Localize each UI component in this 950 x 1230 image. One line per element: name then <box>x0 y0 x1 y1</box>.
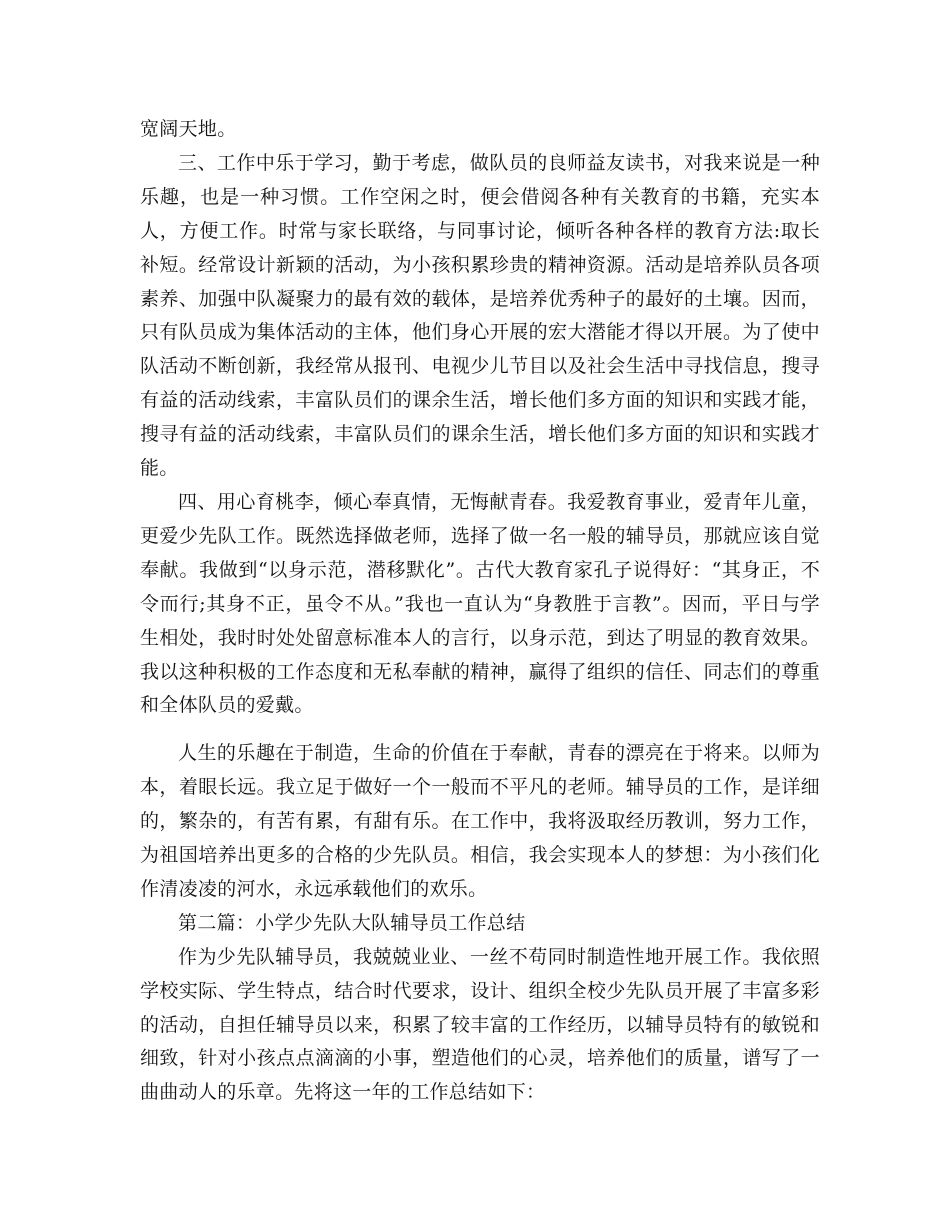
paragraph-continuation: 宽阔天地。 <box>140 118 237 140</box>
document-body <box>140 113 820 1110</box>
paragraph-section-three: 三、工作中乐于学习，勤于考虑，做队员的良师益友读书，对我来说是一种乐趣，也是一种习惯。工作空闲之时，便会借阅各种有关教育的书籍，充实本人，方便工作。时常与家长联络，与同事讨论，倾听各种各样的教育方法:取长补短。经常设计新颖的活动，为小孩积累珍贵的精神资源。活动是培养队员各项素养、加强中队凝聚力的最有效的载体，是培养优秀种子的最好的土壤。因而，只有队员成为集体活动的主体，他们身心开展的宏大潜能才得以开展。为了使中队活动不断创新，我经常从报刊、电视少儿节目以及社会生活中寻找信息，搜寻有益的活动线索，丰富队员们的课余生活，增长他们多方面的知识和实践才能，搜寻有益的活动线索，丰富队员们的课余生活，增长他们多方面的知识和实践才能。 <box>140 151 820 480</box>
part-two-heading: 第二篇：小学少先队大队辅导员工作总结 <box>178 911 526 934</box>
paragraph-closing: 人生的乐趣在于制造，生命的价值在于奉献，青春的漂亮在于将来。以师为本，着眼长远。我立足于做好一个一般而不平凡的老师。辅导员的工作，是详细的，繁杂的，有苦有累，有甜有乐。在工作中，我将汲取经历教训，努力工作，为祖国培养出更多的合格的少先队员。相信，我会实现本人的梦想：为小孩们化作清凌凌的河水，永远承载他们的欢乐。 <box>140 742 820 900</box>
paragraph-section-four: 四、用心育桃李，倾心奉真情，无悔献青春。我爱教育事业，爱青年儿童，更爱少先队工作。既然选择做老师，选择了做一名一般的辅导员，那就应该自觉奉献。我做到“以身示范，潜移默化”。古代大教育家孔子说得好：“其身正，不令而行;其身不正，虽令不从。”我也一直认为“身教胜于言教”。因而，平日与学生相处，我时时处处留意标准本人的言行，以身示范，到达了明显的教育效果。我以这种积极的工作态度和无私奉献的精神，赢得了组织的信任、同志们的尊重和全体队员的爱戴。 <box>140 490 820 717</box>
paragraph-part-two-intro: 作为少先队辅导员，我兢兢业业、一丝不苟同时制造性地开展工作。我依照学校实际、学生特点，结合时代要求，设计、组织全校少先队员开展了丰富多彩的活动，自担任辅导员以来，积累了较丰富的工作经历，以辅导员特有的敏锐和细致，针对小孩点点滴滴的小事，塑造他们的心灵，培养他们的质量，谱写了一曲曲动人的乐章。先将这一年的工作总结如下： <box>140 945 820 1104</box>
